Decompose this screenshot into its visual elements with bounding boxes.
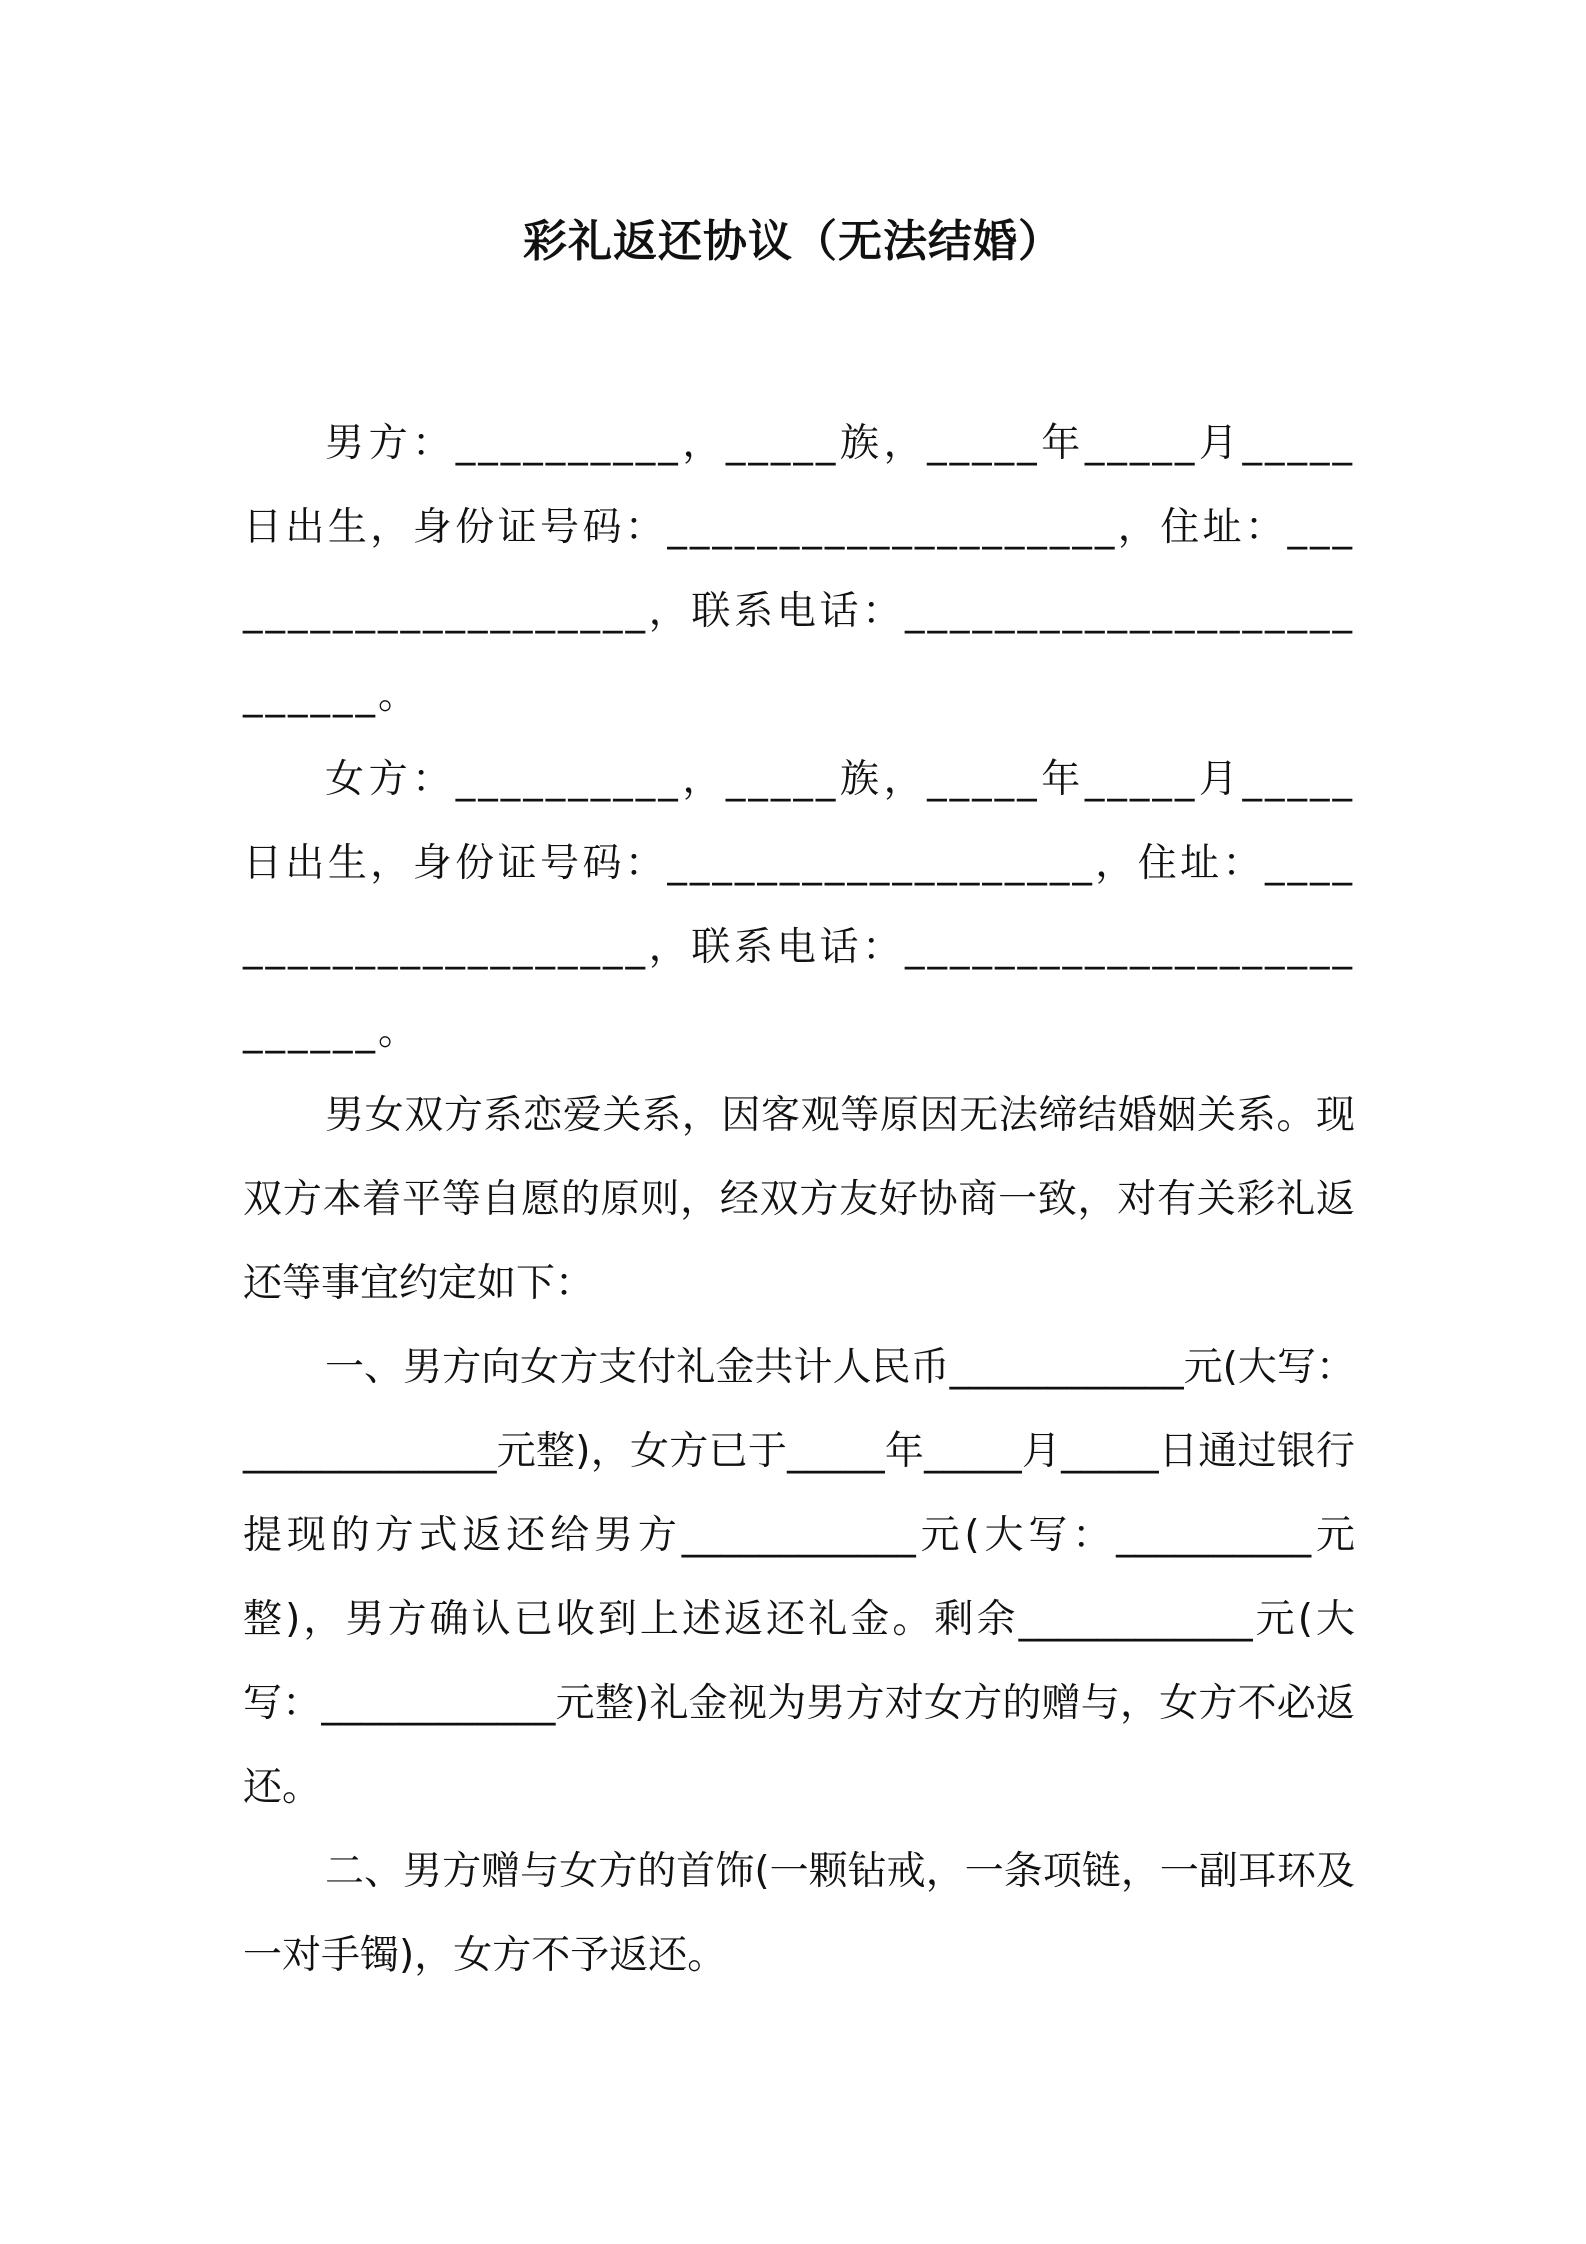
clause-one-paragraph: 一、男方向女方支付礼金共计人民币____________元(大写：_____________元整)，女方已于_____年_____月_____日通过银行提现的方式返还给男方____________元(大写：__________元整)，男方确认已收到上述返还礼金。剩余____________元(大写：____________元整)礼金视为男方对女方的赠与，女方不必返还。 (243, 1345, 1355, 1810)
party-male-paragraph: 男方：__________，_____族，_____年_____月_____日出生，身份证号码：____________________，住址：_____________________，联系电话：__________________________。 (243, 421, 1355, 718)
party-female-paragraph: 女方：__________，_____族，_____年_____月_____日出生，身份证号码：___________________，住址：______________________，联系电话：__________________________。 (243, 757, 1355, 1054)
clause-two-paragraph: 二、男方赠与女方的首饰(一颗钻戒，一条项链，一副耳环及一对手镯)，女方不予返还。 (243, 1849, 1355, 1978)
document-title: 彩礼返还协议（无法结婚） (523, 216, 1063, 267)
preamble-paragraph: 男女双方系恋爱关系，因客观等原因无法缔结婚姻关系。现双方本着平等自愿的原则，经双方友好协商一致，对有关彩礼返还等事宜约定如下： (243, 1093, 1355, 1306)
document-body (243, 402, 1355, 1998)
